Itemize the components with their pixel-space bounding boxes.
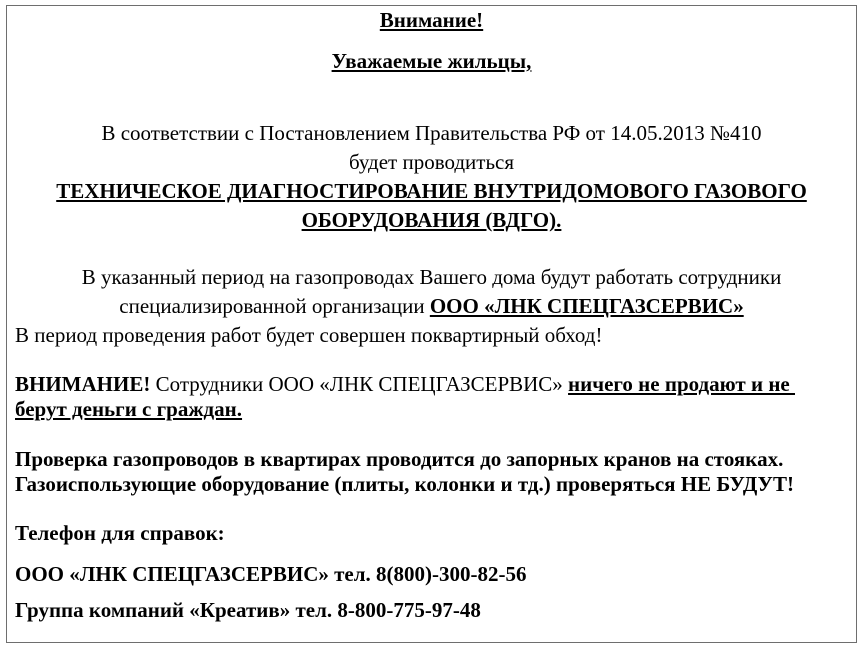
warning-text: Сотрудники ООО «ЛНК СПЕЦГАЗСЕРВИС» bbox=[150, 372, 569, 396]
work-line-1: В указанный период на газопроводах Вашего дома будут работать сотрудники bbox=[81, 265, 782, 289]
contact-2: Группа компаний «Креатив» тел. 8-800-775-97-48 bbox=[15, 598, 481, 622]
check-line-1: Проверка газопроводов в квартирах проводится до запорных кранов на стояках. bbox=[15, 447, 784, 471]
notice-salutation: Уважаемые жильцы, bbox=[331, 49, 532, 73]
intro-line-2: будет проводиться bbox=[348, 150, 515, 174]
visit-line: В период проведения работ будет совершен поквартирный обход! bbox=[15, 323, 603, 347]
phone-heading: Телефон для справок: bbox=[15, 521, 225, 545]
heading-line-2: ОБОРУДОВАНИЯ (ВДГО). bbox=[301, 208, 562, 232]
warning-line-1 bbox=[15, 371, 795, 397]
work-line-2-company: ООО «ЛНК СПЕЦГАЗСЕРВИС» bbox=[429, 294, 744, 318]
work-line-2 bbox=[6, 293, 857, 319]
intro-line-1: В соответствии с Постановлением Правительства РФ от 14.05.2013 №410 bbox=[101, 121, 762, 145]
warning-label: ВНИМАНИЕ! bbox=[15, 372, 151, 396]
notice-title: Внимание! bbox=[379, 8, 484, 32]
warning-emphasis-2: берут деньги с граждан. bbox=[15, 397, 243, 421]
contact-1: ООО «ЛНК СПЕЦГАЗСЕРВИС» тел. 8(800)-300-82-56 bbox=[15, 562, 527, 586]
check-line-2: Газоиспользующие оборудование (плиты, колонки и тд.) проверяться НЕ БУДУТ! bbox=[15, 472, 794, 496]
warning-emphasis-1: ничего не продают и не bbox=[568, 372, 795, 396]
heading-line-1: ТЕХНИЧЕСКОЕ ДИАГНОСТИРОВАНИЕ ВНУТРИДОМОВОГО ГАЗОВОГО bbox=[56, 179, 807, 203]
work-line-2-prefix: специализированной организации bbox=[119, 294, 430, 318]
